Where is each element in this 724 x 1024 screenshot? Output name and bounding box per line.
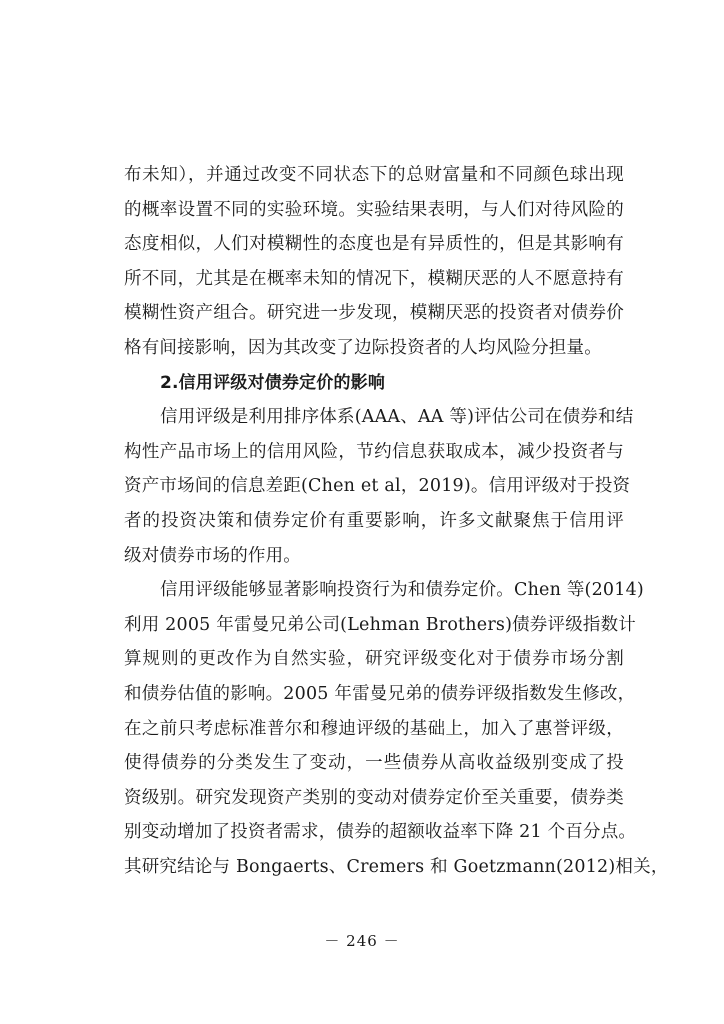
- text-line: 模糊性资产组合。研究进一步发现，模糊厌恶的投资者对债券价: [124, 303, 624, 324]
- text-line: 利用 2005 年雷曼兄弟公司(Lehman Brothers)债券评级指数计: [124, 614, 636, 635]
- body-text: [124, 158, 669, 884]
- text-line: 别变动增加了投资者需求，债券的超额收益率下降 21 个百分点。: [124, 822, 637, 843]
- text-line: 态度相似，人们对模糊性的态度也是有异质性的，但是其影响有: [124, 234, 624, 255]
- text-line: 者的投资决策和债券定价有重要影响，许多文献聚焦于信用评: [124, 510, 624, 531]
- text-line: 资级别。研究发现资产类别的变动对债券定价至关重要，债券类: [124, 787, 624, 808]
- text-line: 和债券估值的影响。2005 年雷曼兄弟的债券评级指数发生修改，: [124, 683, 636, 704]
- text-line: 资产市场间的信息差距(Chen et al，2019)。信用评级对于投资: [124, 476, 631, 497]
- text-line: 所不同，尤其是在概率未知的情况下，模糊厌恶的人不愿意持有: [124, 268, 624, 289]
- text-line: 级对债券市场的作用。: [124, 545, 301, 566]
- section-heading: 2.信用评级对债券定价的影响: [160, 372, 386, 393]
- text-line: 构性产品市场上的信用风险，节约信息获取成本，减少投资者与: [124, 441, 624, 462]
- text-line: 其研究结论与 Bongaerts、Cremers 和 Goetzmann(2012)相关，: [124, 856, 669, 877]
- text-line: 的概率设置不同的实验环境。实验结果表明，与人们对待风险的: [124, 199, 624, 220]
- text-line: 在之前只考虑标准普尔和穆迪评级的基础上，加入了惠誉评级，: [124, 718, 624, 739]
- text-line: 使得债券的分类发生了变动，一些债券从高收益级别变成了投: [124, 753, 624, 774]
- text-line: 信用评级是利用排序体系(AAA、AA 等)评估公司在债券和结: [160, 407, 634, 428]
- text-line: 信用评级能够显著影响投资行为和债券定价。Chen 等(2014): [160, 580, 644, 601]
- text-line: 算规则的更改作为自然实验，研究评级变化对于债券市场分割: [124, 649, 624, 670]
- text-line: 布未知），并通过改变不同状态下的总财富量和不同颜色球出现: [124, 165, 624, 185]
- text-line: 格有间接影响，因为其改变了边际投资者的人均风险分担量。: [124, 337, 602, 358]
- page-number: － 246 －: [324, 932, 400, 950]
